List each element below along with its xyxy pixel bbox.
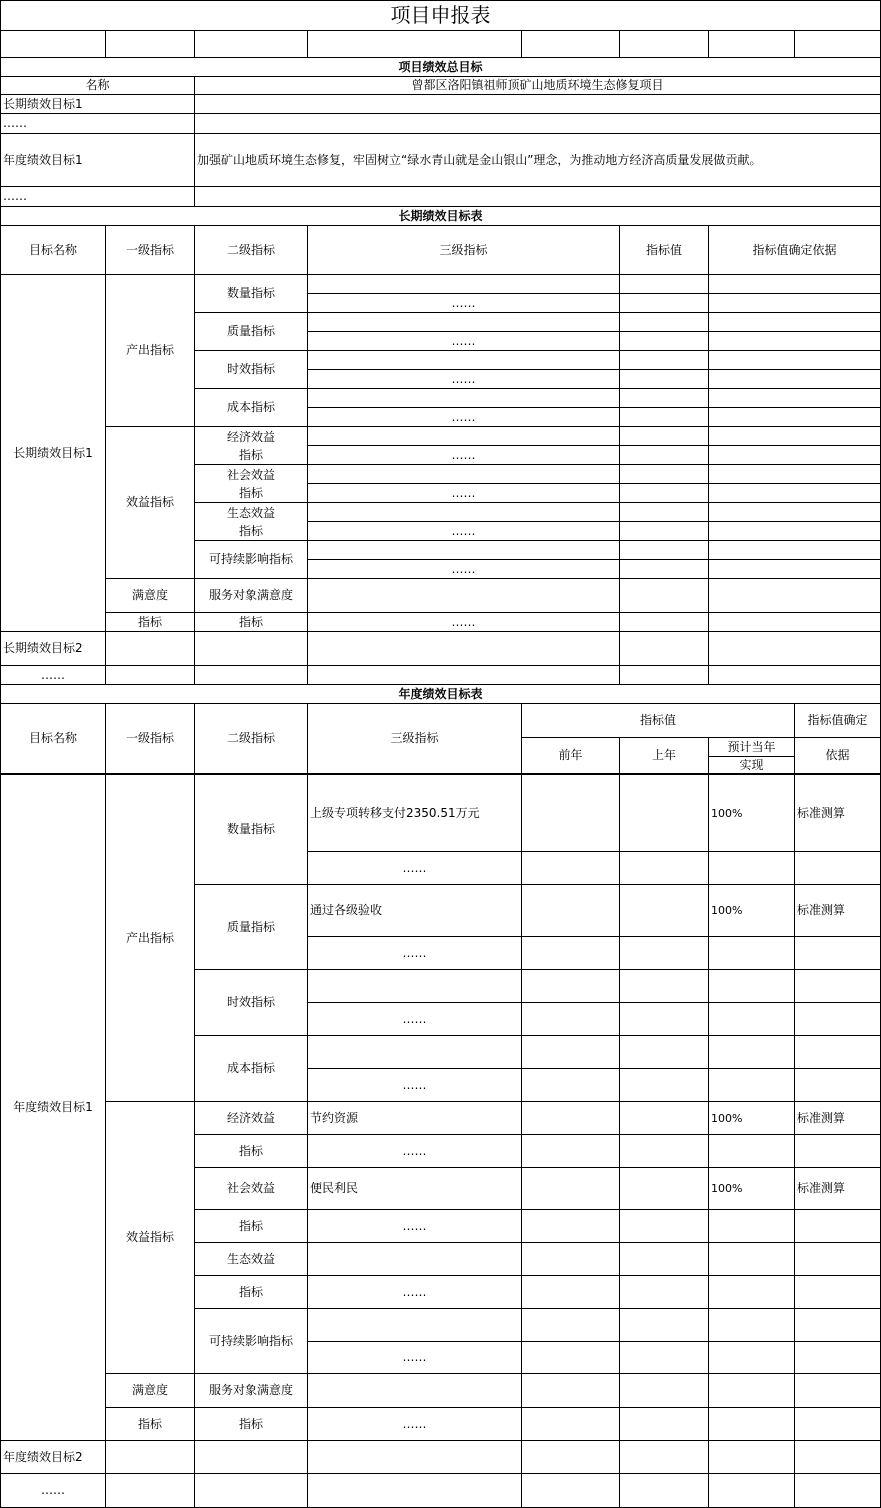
blank-cell[interactable] [709,1474,795,1508]
prev2-cell[interactable] [522,1374,620,1408]
level3-cell[interactable]: …… [308,332,620,351]
sustainable-indicator: 可持续影响指标 [195,541,308,579]
blank-cell[interactable] [709,31,795,58]
expected-cell[interactable] [709,1374,795,1408]
level3-cell[interactable]: …… [308,1003,522,1036]
indicator-label: 指标 [195,1276,308,1309]
prev2-cell[interactable] [522,1342,620,1374]
blank-cell[interactable] [620,666,709,685]
ellipsis-label: …… [0,114,195,134]
expected-cell[interactable] [709,1309,795,1342]
col-prev1: 上年 [620,738,709,775]
blank-cell[interactable] [195,666,308,685]
blank-cell[interactable] [522,1441,620,1474]
basis-cell[interactable] [795,1210,881,1243]
level3-cell[interactable] [308,1243,522,1276]
expected-cell[interactable]: 100% [709,1102,795,1135]
annual-goal1-label: 年度绩效目标1 [0,134,195,187]
expected-cell[interactable] [709,1276,795,1309]
basis-cell[interactable] [709,351,881,370]
basis-cell[interactable]: 标准测算 [795,1102,881,1135]
blank-cell[interactable] [106,666,195,685]
value-cell[interactable] [620,332,709,351]
col-level3: 三级指标 [308,226,620,275]
basis-cell[interactable] [795,1036,881,1069]
economic-benefit: 经济效益 [195,1102,308,1135]
quantity-indicator: 数量指标 [195,775,308,885]
col-level2: 二级指标 [195,704,308,775]
expected-cell[interactable] [709,937,795,970]
prev1-cell[interactable] [620,1135,709,1168]
blank-cell[interactable] [709,632,881,666]
level3-cell[interactable]: …… [308,408,620,427]
level3-cell[interactable] [308,427,620,446]
level3-cell[interactable]: …… [308,484,620,503]
basis-cell[interactable] [795,1135,881,1168]
value-cell[interactable] [620,541,709,560]
blank-cell[interactable] [0,31,106,58]
prev1-cell[interactable] [620,1069,709,1102]
ellipsis-row-label: …… [0,1474,106,1508]
prev1-cell[interactable] [620,1102,709,1135]
cost-indicator: 成本指标 [195,1036,308,1102]
basis-cell[interactable] [795,852,881,885]
blank-cell[interactable] [308,632,620,666]
expected-cell[interactable] [709,1243,795,1276]
level3-cell[interactable]: …… [308,852,522,885]
prev1-cell[interactable] [620,775,709,852]
value-cell[interactable] [620,484,709,503]
long-goal1-label: 长期绩效目标1 [0,95,195,114]
blank-cell[interactable] [709,666,881,685]
value-cell[interactable] [620,579,709,613]
col-basis: 指标值确定依据 [709,226,881,275]
basis-cell[interactable] [709,446,881,465]
basis-cell[interactable] [709,294,881,313]
blank-cell[interactable] [106,1441,195,1474]
basis-cell[interactable] [709,389,881,408]
basis-cell[interactable] [709,408,881,427]
ellipsis-value[interactable] [195,114,881,134]
level3-cell[interactable] [308,970,522,1003]
level3-cell[interactable]: 节约资源 [308,1102,522,1135]
output-indicator: 产出指标 [106,775,195,1102]
col-goal-name: 目标名称 [0,226,106,275]
blank-cell[interactable] [106,31,195,58]
blank-cell[interactable] [195,1474,308,1508]
basis-cell[interactable] [795,1243,881,1276]
col-value: 指标值 [620,226,709,275]
level3-cell[interactable]: 便民利民 [308,1168,522,1210]
prev2-cell[interactable] [522,885,620,937]
blank-cell[interactable] [195,1441,308,1474]
prev1-cell[interactable] [620,1374,709,1408]
level3-cell[interactable]: …… [308,1342,522,1374]
value-cell[interactable] [620,560,709,579]
prev2-cell[interactable] [522,1003,620,1036]
expected-cell[interactable] [709,1036,795,1069]
expected-cell[interactable] [709,1003,795,1036]
level3-cell[interactable] [308,465,620,484]
level3-cell[interactable] [308,503,620,522]
basis-cell[interactable] [709,465,881,484]
prev2-cell[interactable] [522,1102,620,1135]
prev2-cell[interactable] [522,1309,620,1342]
annual-goal2-cell: 年度绩效目标2 [0,1441,106,1474]
col-expected-top: 预计当年 [709,738,795,757]
prev2-cell[interactable] [522,970,620,1003]
service-satisfaction: 服务对象满意度 [195,579,308,613]
expected-cell[interactable] [709,1408,795,1441]
social-benefit: 社会效益 [195,465,308,484]
level3-cell[interactable] [308,313,620,332]
basis-cell[interactable] [709,503,881,522]
prev1-cell[interactable] [620,970,709,1003]
expected-cell[interactable] [709,852,795,885]
basis-cell[interactable] [709,332,881,351]
blank-cell[interactable] [709,1441,795,1474]
blank-cell[interactable] [308,31,522,58]
satisfaction-indicator: 满意度 [106,579,195,613]
indicator-label: 指标 [195,613,308,632]
level3-cell[interactable]: …… [308,1408,522,1441]
blank-cell[interactable] [795,31,881,58]
blank-cell[interactable] [795,1474,881,1508]
value-cell[interactable] [620,427,709,446]
blank-cell[interactable] [106,632,195,666]
basis-cell[interactable] [795,1342,881,1374]
level3-cell[interactable] [308,1309,522,1342]
col-prev2: 前年 [522,738,620,775]
prev1-cell[interactable] [620,1408,709,1441]
expected-cell[interactable]: 100% [709,885,795,937]
value-cell[interactable] [620,446,709,465]
prev1-cell[interactable] [620,1168,709,1210]
cost-indicator: 成本指标 [195,389,308,427]
annual-goal1-text[interactable]: 加强矿山地质环境生态修复，牢固树立“绿水青山就是金山银山”理念，为推动地方经济高质量发展做贡献。 [195,134,881,187]
indicator-label: 指标 [106,1408,195,1441]
blank-cell[interactable] [522,1474,620,1508]
basis-cell[interactable]: 标准测算 [795,885,881,937]
benefit-indicator: 效益指标 [106,427,195,579]
value-cell[interactable] [620,370,709,389]
basis-cell[interactable] [709,560,881,579]
col-level3: 三级指标 [308,704,522,775]
quality-indicator: 质量指标 [195,885,308,970]
blank-cell[interactable] [522,31,620,58]
col-value: 指标值 [522,704,795,738]
basis-cell[interactable] [795,1408,881,1441]
value-cell[interactable] [620,522,709,541]
basis-cell[interactable] [795,970,881,1003]
ecological-benefit: 生态效益 [195,503,308,522]
benefit-indicator: 效益指标 [106,1102,195,1374]
long-goal1-cell: 长期绩效目标1 [0,275,106,632]
satisfaction-indicator: 满意度 [106,1374,195,1408]
ecological-benefit: 生态效益 [195,1243,308,1276]
level3-cell[interactable]: …… [308,522,620,541]
indicator-label: 指标 [195,1135,308,1168]
level3-cell[interactable]: …… [308,1135,522,1168]
prev2-cell[interactable] [522,775,620,852]
timeliness-indicator: 时效指标 [195,351,308,389]
basis-cell[interactable] [709,613,881,632]
level3-cell[interactable]: …… [308,1210,522,1243]
level3-cell[interactable] [308,351,620,370]
service-satisfaction: 服务对象满意度 [195,1374,308,1408]
level3-cell[interactable] [308,389,620,408]
value-cell[interactable] [620,389,709,408]
value-cell[interactable] [620,408,709,427]
basis-cell[interactable] [709,484,881,503]
expected-cell[interactable]: 100% [709,1168,795,1210]
expected-cell[interactable] [709,1135,795,1168]
ellipsis-value[interactable] [195,187,881,207]
basis-cell[interactable] [709,370,881,389]
prev2-cell[interactable] [522,852,620,885]
level3-cell[interactable]: …… [308,294,620,313]
basis-cell[interactable] [709,541,881,560]
col-basis-bottom: 依据 [795,738,881,775]
blank-cell[interactable] [195,632,308,666]
level3-cell[interactable]: …… [308,560,620,579]
value-cell[interactable] [620,275,709,294]
level3-cell[interactable] [308,541,620,560]
level3-cell[interactable] [308,275,620,294]
value-cell[interactable] [620,465,709,484]
prev2-cell[interactable] [522,1210,620,1243]
blank-cell[interactable] [620,31,709,58]
sustainable-indicator: 可持续影响指标 [195,1309,308,1374]
prev2-cell[interactable] [522,937,620,970]
basis-cell[interactable] [709,522,881,541]
economic-benefit: 经济效益 [195,427,308,446]
col-level1: 一级指标 [106,226,195,275]
basis-cell[interactable] [795,1309,881,1342]
sheet-title: 项目申报表 [0,0,881,31]
basis-cell[interactable]: 标准测算 [795,1168,881,1210]
blank-cell[interactable] [620,632,709,666]
blank-cell[interactable] [106,1474,195,1508]
long-goal2-cell: 长期绩效目标2 [0,632,106,666]
prev1-cell[interactable] [620,885,709,937]
level3-cell[interactable]: …… [308,1069,522,1102]
basis-cell[interactable] [795,937,881,970]
prev1-cell[interactable] [620,1036,709,1069]
indicator-label: 指标 [106,613,195,632]
level3-cell[interactable]: 上级专项转移支付2350.51万元 [308,775,522,852]
col-goal-name: 目标名称 [0,704,106,775]
quantity-indicator: 数量指标 [195,275,308,313]
expected-cell[interactable] [709,1069,795,1102]
indicator-label: 指标 [195,446,308,465]
prev1-cell[interactable] [620,852,709,885]
prev2-cell[interactable] [522,1408,620,1441]
indicator-label: 指标 [195,522,308,541]
project-name[interactable]: 曾都区洛阳镇祖师顶矿山地质环境生态修复项目 [195,77,881,95]
basis-cell[interactable] [709,427,881,446]
ellipsis-row-label: …… [0,666,106,685]
basis-cell[interactable]: 标准测算 [795,775,881,852]
prev1-cell[interactable] [620,1210,709,1243]
summary-header: 项目绩效总目标 [0,58,881,77]
social-benefit: 社会效益 [195,1168,308,1210]
prev2-cell[interactable] [522,1069,620,1102]
indicator-label: 指标 [195,484,308,503]
basis-cell[interactable] [795,1069,881,1102]
annual-goal1-cell: 年度绩效目标1 [0,775,106,1441]
level3-cell[interactable]: …… [308,937,522,970]
level3-cell[interactable]: …… [308,613,620,632]
ellipsis-label: …… [0,187,195,207]
expected-cell[interactable]: 100% [709,775,795,852]
expected-cell[interactable] [709,1342,795,1374]
prev2-cell[interactable] [522,1276,620,1309]
blank-cell[interactable] [308,666,620,685]
basis-cell[interactable] [795,1276,881,1309]
prev2-cell[interactable] [522,1168,620,1210]
prev1-cell[interactable] [620,1243,709,1276]
indicator-label: 指标 [195,1408,308,1441]
level3-cell[interactable]: …… [308,446,620,465]
basis-cell[interactable] [795,1374,881,1408]
blank-cell[interactable] [620,1474,709,1508]
value-cell[interactable] [620,313,709,332]
prev1-cell[interactable] [620,937,709,970]
col-level1: 一级指标 [106,704,195,775]
basis-cell[interactable] [795,1003,881,1036]
long-goal1-value[interactable] [195,95,881,114]
expected-cell[interactable] [709,970,795,1003]
value-cell[interactable] [620,503,709,522]
level3-cell[interactable] [308,579,620,613]
long-term-header: 长期绩效目标表 [0,207,881,226]
basis-cell[interactable] [709,275,881,294]
col-level2: 二级指标 [195,226,308,275]
level3-cell[interactable]: …… [308,370,620,389]
indicator-label: 指标 [195,1210,308,1243]
prev1-cell[interactable] [620,1309,709,1342]
basis-cell[interactable] [709,313,881,332]
prev1-cell[interactable] [620,1276,709,1309]
basis-cell[interactable] [709,579,881,613]
col-expected-bottom: 实现 [709,757,795,775]
value-cell[interactable] [620,351,709,370]
blank-cell[interactable] [620,1441,709,1474]
prev1-cell[interactable] [620,1342,709,1374]
col-basis-top: 指标值确定 [795,704,881,738]
blank-cell[interactable] [195,31,308,58]
value-cell[interactable] [620,613,709,632]
blank-cell[interactable] [308,1474,522,1508]
level3-cell[interactable]: …… [308,1276,522,1309]
prev2-cell[interactable] [522,1036,620,1069]
annual-header: 年度绩效目标表 [0,685,881,704]
prev2-cell[interactable] [522,1135,620,1168]
prev1-cell[interactable] [620,1003,709,1036]
quality-indicator: 质量指标 [195,313,308,351]
timeliness-indicator: 时效指标 [195,970,308,1036]
level3-cell[interactable]: 通过各级验收 [308,885,522,937]
level3-cell[interactable] [308,1036,522,1069]
value-cell[interactable] [620,294,709,313]
prev2-cell[interactable] [522,1243,620,1276]
expected-cell[interactable] [709,1210,795,1243]
blank-cell[interactable] [795,1441,881,1474]
output-indicator: 产出指标 [106,275,195,427]
level3-cell[interactable] [308,1374,522,1408]
name-label: 名称 [0,77,195,95]
blank-cell[interactable] [308,1441,522,1474]
